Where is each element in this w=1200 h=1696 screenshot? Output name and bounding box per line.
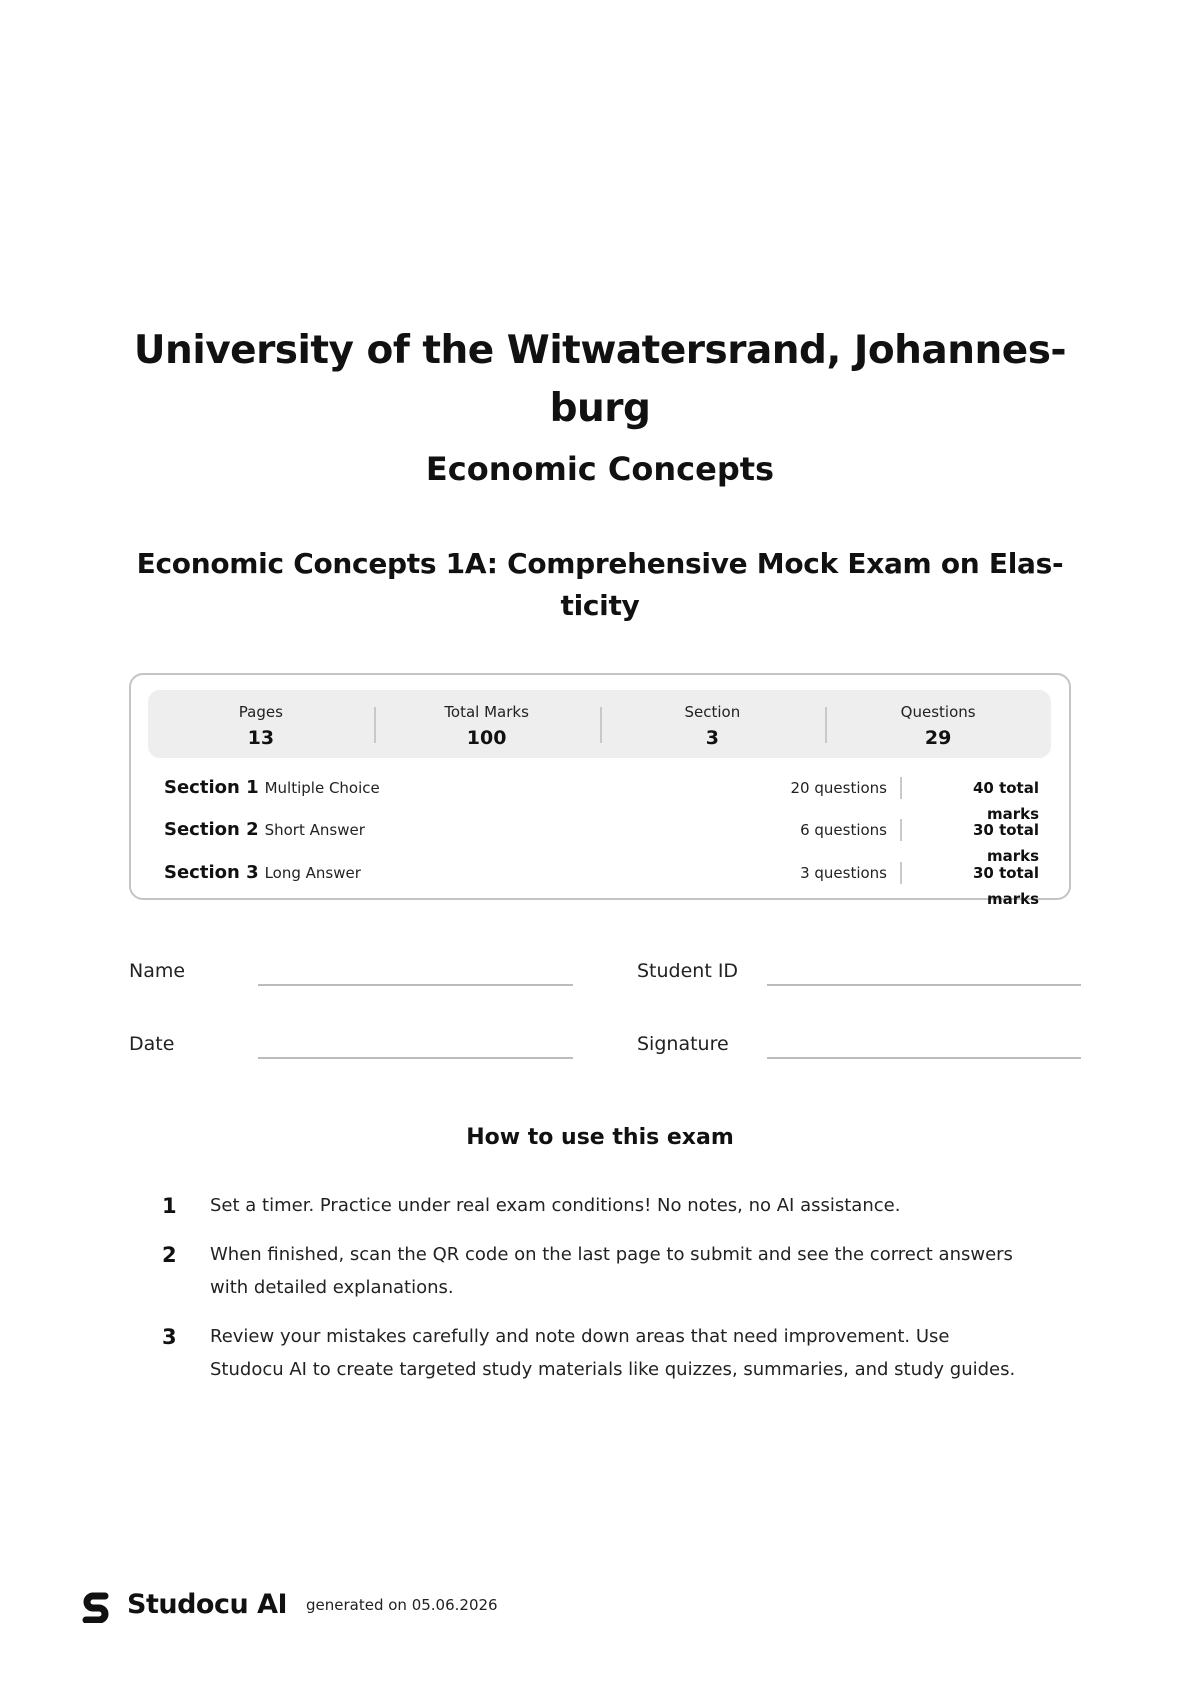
section-name — [164, 860, 361, 886]
signature-label: Signature — [637, 1033, 729, 1055]
name-label: Name — [129, 960, 186, 982]
section-divider — [900, 819, 902, 841]
section-row-1 — [164, 775, 1039, 823]
section-name — [164, 817, 365, 843]
student-id-line[interactable] — [767, 984, 1081, 986]
step-text: Set a timer. Practice under real exam conditions! No notes, no AI assistance. — [210, 1195, 901, 1216]
section-name-text: Section 2 — [164, 819, 259, 840]
stat-label: Total Marks — [444, 703, 529, 721]
how-to-title: How to use this exam — [466, 1125, 734, 1150]
course-title: Economic Concepts — [425, 450, 775, 488]
stat-value: 29 — [924, 727, 952, 749]
university-title: University of the Witwatersrand, Johannes-burg — [133, 328, 1067, 431]
stat-questions — [825, 690, 1051, 758]
brand-name: Studocu AI — [127, 1589, 288, 1620]
exam-summary-box — [129, 673, 1071, 908]
student-id-label: Student ID — [637, 960, 739, 982]
step-number: 1 — [162, 1194, 177, 1218]
section-total-marks: 30 total marks — [972, 864, 1039, 908]
section-name-text: Section 1 — [164, 777, 259, 798]
section-type: Short Answer — [264, 821, 365, 839]
section-type: Long Answer — [264, 864, 361, 882]
section-row-3 — [164, 860, 1039, 908]
section-question-count: 6 questions — [800, 821, 887, 839]
stat-section — [600, 690, 826, 758]
stat-label: Section — [684, 703, 741, 721]
date-label: Date — [129, 1033, 175, 1055]
section-question-count: 20 questions — [790, 779, 887, 797]
exam-stats-bar — [148, 690, 1051, 758]
step-number: 3 — [162, 1325, 177, 1349]
stat-value: 3 — [705, 727, 719, 749]
signature-line[interactable] — [767, 1057, 1081, 1059]
section-total-marks: 30 total marks — [972, 821, 1039, 865]
step-number: 2 — [162, 1243, 177, 1267]
studocu-logo-icon — [78, 1587, 114, 1623]
generated-date: generated on 05.06.2026 — [306, 1596, 498, 1614]
stat-label: Questions — [900, 703, 976, 721]
step-text: When finished, scan the QR code on the last page to submit and see the correct answers with detailed explanations. — [210, 1244, 1013, 1298]
section-divider — [900, 862, 902, 884]
exam-title: Economic Concepts 1A: Comprehensive Mock Exam on Elas-ticity — [136, 547, 1064, 622]
stat-value: 100 — [466, 727, 507, 749]
section-row-2 — [164, 817, 1039, 865]
name-line[interactable] — [258, 984, 573, 986]
stat-value: 13 — [247, 727, 275, 749]
section-divider — [900, 777, 902, 799]
step-text: Review your mistakes carefully and note down areas that need improvement. Use Studocu AI to create targeted study materials like quizzes, summaries, and study guides. — [210, 1326, 1016, 1380]
section-total-marks: 40 total marks — [972, 779, 1039, 823]
stat-total-marks — [374, 690, 600, 758]
section-name-text: Section 3 — [164, 862, 259, 883]
date-line[interactable] — [258, 1057, 573, 1059]
stat-label: Pages — [238, 703, 283, 721]
section-name — [164, 775, 380, 801]
stat-pages — [148, 690, 374, 758]
section-type: Multiple Choice — [264, 779, 380, 797]
section-question-count: 3 questions — [800, 864, 887, 882]
